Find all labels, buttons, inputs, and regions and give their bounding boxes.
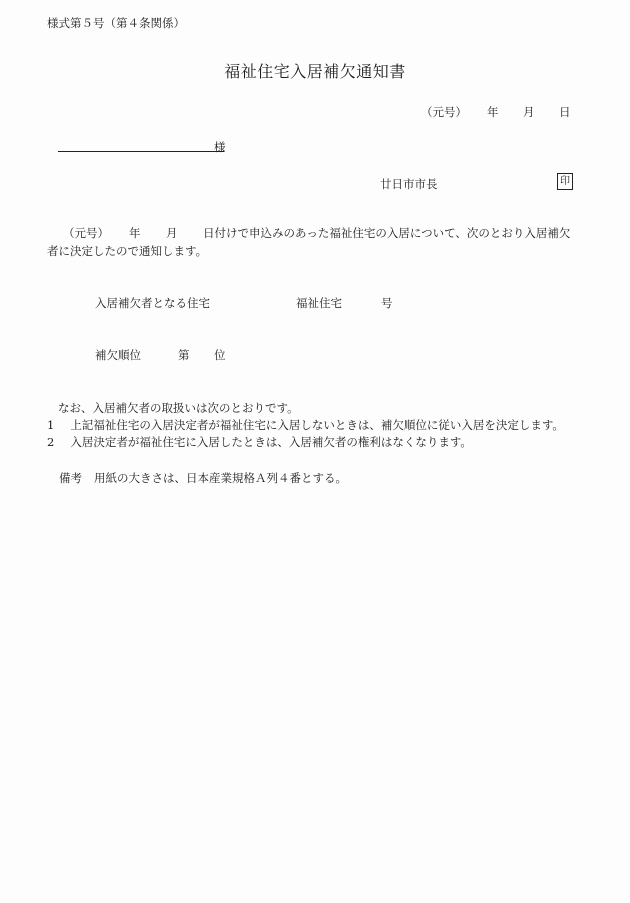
note-text: 入居決定者が福祉住宅に入居したときは、入居補欠者の権利はなくなります。 bbox=[70, 435, 472, 449]
rank-label: 補欠順位 bbox=[95, 348, 141, 362]
date-year: 年 bbox=[487, 105, 499, 119]
rank-suffix: 位 bbox=[214, 348, 226, 362]
list-item bbox=[47, 417, 564, 433]
date-era: （元号） bbox=[421, 105, 467, 119]
remark-label: 備考 bbox=[59, 471, 82, 485]
housing-value: 福祉住宅 bbox=[296, 296, 342, 310]
body-era: （元号） bbox=[63, 226, 109, 240]
note-number: 2 bbox=[47, 435, 55, 449]
note-text: 上記福祉住宅の入居決定者が福祉住宅に入居しないときは、補欠順位に従い入居を決定します。 bbox=[70, 418, 564, 432]
remark-text: 用紙の大きさは、日本産業規格Ａ列４番とする。 bbox=[94, 471, 347, 485]
body-line1: 日付けで申込みのあった福祉住宅の入居について、次のとおり入居補欠 bbox=[203, 226, 571, 240]
note-number: 1 bbox=[47, 418, 55, 432]
form-number: 様式第５号（第４条関係） bbox=[47, 16, 185, 30]
body-year: 年 bbox=[129, 226, 141, 240]
notes-intro: なお、入居補欠者の取扱いは次のとおりです。 bbox=[58, 401, 299, 415]
seal-mark: 印 bbox=[557, 173, 573, 190]
addressee-blank-line bbox=[58, 151, 224, 152]
date-month: 月 bbox=[523, 105, 535, 119]
body-month: 月 bbox=[166, 226, 178, 240]
document-title: 福祉住宅入居補欠通知書 bbox=[224, 62, 406, 81]
body-line2: 者に決定したので通知します。 bbox=[47, 244, 208, 258]
list-item bbox=[47, 434, 472, 450]
rank-prefix: 第 bbox=[178, 348, 190, 362]
housing-label: 入居補欠者となる住宅 bbox=[95, 296, 210, 310]
addressee-suffix: 様 bbox=[214, 140, 226, 154]
issuer-name: 廿日市市長 bbox=[380, 177, 438, 191]
housing-unit: 号 bbox=[381, 296, 393, 310]
date-day: 日 bbox=[559, 105, 571, 119]
remark bbox=[59, 470, 347, 486]
